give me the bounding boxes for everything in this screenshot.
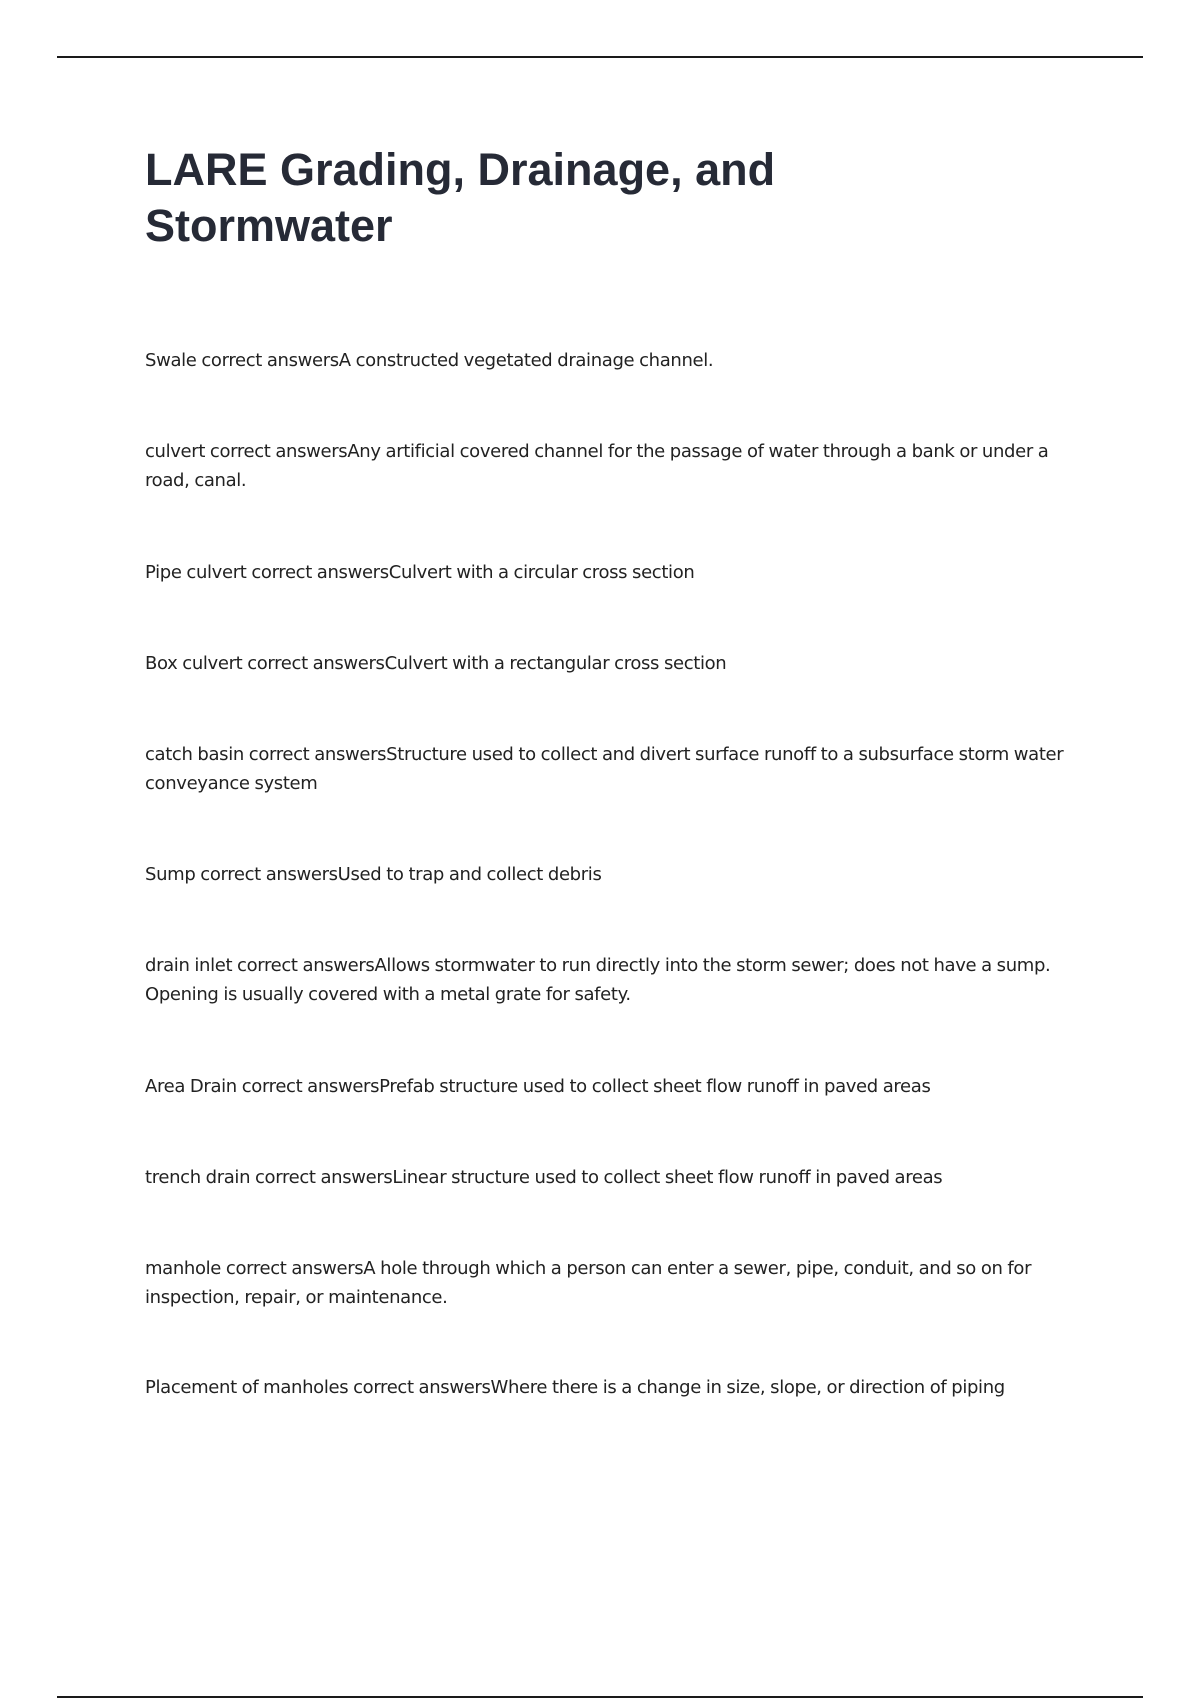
qa-definition: Where there is a change in size, slope, or direction of piping [490, 1377, 1005, 1398]
qa-separator: correct answers [221, 1258, 364, 1279]
qa-term: drain inlet [145, 955, 233, 976]
qa-term: Area Drain [145, 1076, 237, 1097]
qa-item [145, 558, 1095, 587]
qa-item [145, 951, 1095, 1009]
qa-definition: Used to trap and collect debris [337, 864, 602, 885]
qa-definition: Culvert with a circular cross section [388, 562, 695, 583]
qa-item [145, 437, 1095, 495]
qa-separator: correct answers [236, 1076, 380, 1097]
header-rule [57, 56, 1143, 58]
qa-term: Pipe culvert [145, 562, 247, 583]
qa-separator: correct answers [232, 955, 375, 976]
qa-definition: Any artificial covered channel for the passage of water through a bank or under a road, canal. [145, 441, 1049, 491]
qa-separator: correct answers [243, 744, 387, 765]
qa-definition: Culvert with a rectangular cross section [384, 653, 727, 674]
qa-separator: correct answers [196, 350, 339, 371]
qa-definition: A constructed vegetated drainage channel. [338, 350, 714, 371]
qa-definition: A hole through which a person can enter a sewer, pipe, conduit, and so on for inspection, repair, or maintenance. [145, 1258, 1032, 1308]
qa-item [145, 346, 1095, 375]
footer-rule [57, 1696, 1143, 1698]
qa-separator: correct answers [250, 1167, 393, 1188]
qa-term: Box culvert [145, 653, 243, 674]
qa-separator: correct answers [205, 441, 348, 462]
qa-separator: correct answers [246, 562, 389, 583]
qa-item [145, 740, 1095, 798]
qa-separator: correct answers [195, 864, 338, 885]
qa-definition: Linear structure used to collect sheet flow runoff in paved areas [392, 1167, 943, 1188]
qa-term: Sump [145, 864, 196, 885]
qa-separator: correct answers [348, 1377, 491, 1398]
qa-item [145, 649, 1095, 678]
qa-item [145, 1163, 1095, 1192]
qa-term: manhole [145, 1258, 222, 1279]
qa-definition: Structure used to collect and divert surface runoff to a subsurface storm water conveyance system [145, 744, 1064, 794]
qa-term: Placement of manholes [145, 1377, 349, 1398]
qa-term: culvert [145, 441, 206, 462]
qa-item [145, 860, 1095, 889]
qa-definition: Prefab structure used to collect sheet flow runoff in paved areas [379, 1076, 931, 1097]
qa-term: catch basin [145, 744, 244, 765]
qa-item [145, 1373, 1095, 1402]
qa-definition: Allows stormwater to run directly into the storm sewer; does not have a sump. Opening is usually covered with a metal grate for safety. [145, 955, 1051, 1005]
qa-item [145, 1254, 1095, 1312]
qa-term: Swale [145, 350, 197, 371]
qa-item [145, 1072, 1095, 1101]
qa-term: trench drain [145, 1167, 251, 1188]
document-title: LARE Grading, Drainage, and Stormwater [145, 144, 776, 251]
qa-separator: correct answers [242, 653, 385, 674]
